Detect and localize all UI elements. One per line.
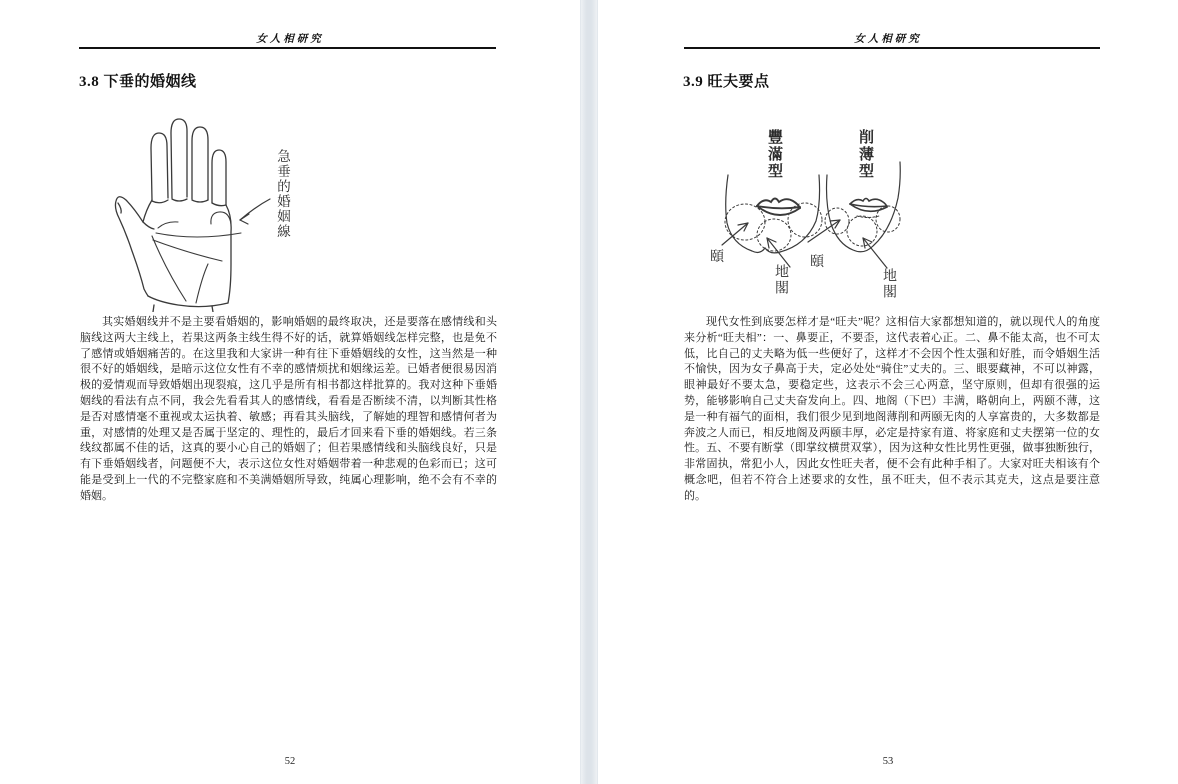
page-number-left: 52: [284, 756, 296, 767]
page-left: [0, 0, 580, 784]
page-gutter: [580, 0, 598, 784]
page-number-right: 53: [882, 756, 894, 767]
page-right: [598, 0, 1178, 784]
section-title-3-9: 3.9 旺夫要点: [683, 74, 770, 90]
figure-label-marriage-line: 急垂的婚姻線: [275, 149, 290, 239]
running-header-right: 女人相研究: [854, 34, 922, 45]
figure-label-jowl-right: 頤: [810, 255, 824, 270]
header-rule-left: [79, 47, 496, 49]
chin-types-drawing: [694, 118, 934, 314]
figure-label-jowl-left: 頤: [710, 250, 724, 265]
pointer-arrow: [240, 199, 270, 224]
figure-label-chin-left: 地閣: [773, 264, 788, 296]
full-chin-arrows: [722, 223, 790, 267]
figure-label-full-type: 豐滿型: [766, 129, 782, 180]
hand-outline: [115, 119, 231, 312]
palm-lines: [152, 212, 241, 303]
figure-label-thin-type: 削薄型: [857, 129, 873, 180]
body-paragraph-right: 现代女性到底要怎样才是“旺夫”呢？这相信大家都想知道的，就以现代人的角度来分析“旺夫相”：一、鼻要正，不要歪，这代表着心正。二、鼻不能太高，也不可太低，比自己的丈夫略为低一些便好了，这样才不会因个性太强和好胜，而令婚姻生活不愉快，因为女子鼻高于夫，定必处处“骑住”丈夫的。三、眼要藏神，不可以神露，眼神最好不要太急，要稳定些，这表示不会三心两意，坚守原则，但却有很强的运势，能够影响自己丈夫奋发向上。四、地阁（下巴）丰满，略朝向上，两颐不薄，这是一种有福气的面相，我们很少见到地阁薄削和两颐无肉的人享富贵的，大多数都是奔波之人而已，相反地阁及两颐丰厚，必定是持家有道、将家庭和丈夫摆第一位的女性。五、不要有断掌（即掌纹横贯双掌），因为这种女性比男性更强，做事独断独行，非常固执，常犯小人，因此女性旺夫者，便不会有此种手相了。大家对旺夫相该有个概念吧，但若不符合上述要求的女性，虽不旺夫，但不表示其克夫，这点是要注意的。: [684, 316, 1100, 502]
chin-types-diagram: [694, 118, 934, 314]
figure-label-chin-right: 地閣: [881, 268, 896, 300]
header-rule-right: [684, 47, 1100, 49]
running-header-left: 女人相研究: [256, 34, 324, 45]
hand-palm-diagram: [108, 112, 336, 312]
section-title-3-8: 3.8 下垂的婚姻线: [79, 74, 197, 90]
body-paragraph-left: 其实婚姻线并不是主要看婚姻的，影响婚姻的最终取决，还是要落在感情线和头脑线这两大主线上，若果这两条主线生得不好的话，就算婚姻线怎样完整，也是免不了感情或婚姻痛苦的。在这里我和大家讲一种有往下垂婚姻线的女性，这当然是一种很不好的婚姻线，是暗示这位女性有不幸的感情烦扰和姻缘运差。已婚者便很易因消极的爱情观而导致婚姻出现裂痕，这几乎是所有相书都这样批算的。我对这种下垂婚姻线的看法有点不同，我会先看看其人的感情线，看看是否断续不清，以判断其性格是否对感情毫不重视或太运执着、敏感；再看其头脑线，了解她的理智和感情何者为重，对感情的处理又是否属于坚定的、理性的，最后才回来看下垂的婚姻线。若三条线纹都属不佳的话，这真的要小心自己的婚姻了；但若果感情线和头脑线良好，只是有下垂婚姻线者，问题便不大，表示这位女性对婚姻带着一种悲观的色彩而已；这可能是受到上一代的不完整家庭和不美满婚姻所导致，纯属心理影响，绝不会有不幸的婚姻。: [80, 316, 497, 502]
hand-palm-drawing: [108, 112, 336, 312]
